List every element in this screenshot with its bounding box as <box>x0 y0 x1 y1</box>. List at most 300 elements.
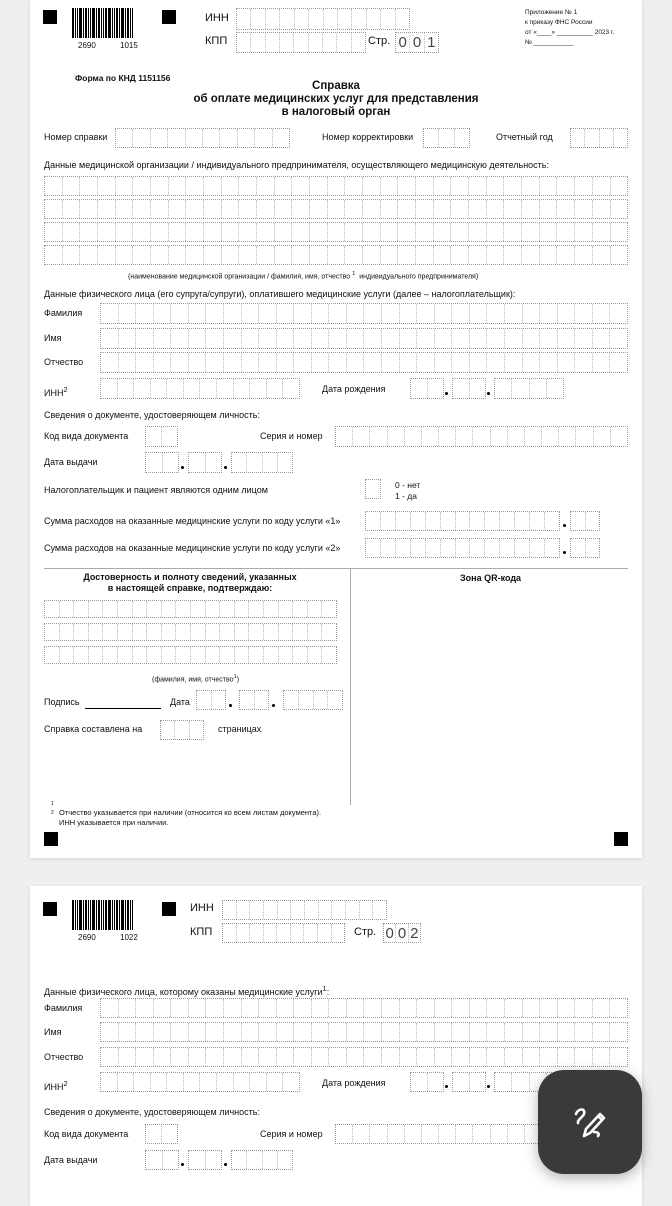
cell[interactable] <box>217 379 234 398</box>
cell[interactable] <box>257 177 275 195</box>
cell[interactable] <box>504 177 522 195</box>
cell[interactable] <box>133 223 151 241</box>
cell[interactable] <box>162 647 177 663</box>
cell[interactable] <box>593 329 611 348</box>
cell[interactable] <box>239 177 257 195</box>
cell[interactable] <box>505 999 523 1017</box>
cell[interactable] <box>435 999 453 1017</box>
cell[interactable] <box>45 601 60 617</box>
cell[interactable] <box>487 329 505 348</box>
cell[interactable] <box>103 624 118 640</box>
cell[interactable] <box>247 453 262 472</box>
cell[interactable] <box>540 246 558 264</box>
cell[interactable] <box>470 304 488 323</box>
cell[interactable] <box>396 9 409 29</box>
cell[interactable] <box>453 379 470 398</box>
cell[interactable] <box>162 624 177 640</box>
cell[interactable] <box>310 246 328 264</box>
cell[interactable] <box>295 9 309 29</box>
cell[interactable] <box>593 177 611 195</box>
cell[interactable] <box>292 246 310 264</box>
cell[interactable] <box>171 329 189 348</box>
cell[interactable] <box>370 1125 387 1143</box>
cell[interactable] <box>593 246 611 264</box>
cell[interactable] <box>189 999 207 1017</box>
cell[interactable] <box>136 999 154 1017</box>
birth-month-field[interactable] <box>452 378 486 399</box>
cell[interactable] <box>542 427 559 446</box>
name-field[interactable] <box>100 328 628 349</box>
cell[interactable] <box>366 539 381 557</box>
cell[interactable] <box>400 1048 418 1066</box>
cell[interactable] <box>212 691 226 709</box>
cell[interactable] <box>469 246 487 264</box>
cell[interactable] <box>154 304 172 323</box>
cell[interactable] <box>353 427 370 446</box>
cell[interactable] <box>363 246 381 264</box>
cell[interactable] <box>147 624 162 640</box>
cell[interactable] <box>204 246 222 264</box>
cell[interactable] <box>396 539 411 557</box>
cell[interactable] <box>283 1073 299 1091</box>
cell[interactable] <box>305 901 319 919</box>
cell[interactable] <box>505 329 523 348</box>
cell[interactable] <box>310 223 328 241</box>
doc-code-field[interactable] <box>145 1124 178 1144</box>
cell[interactable] <box>453 1073 470 1091</box>
cell[interactable] <box>558 1048 576 1066</box>
cell[interactable] <box>610 1048 627 1066</box>
cell[interactable] <box>206 647 221 663</box>
cell[interactable] <box>191 601 206 617</box>
cell[interactable] <box>242 999 260 1017</box>
cell[interactable] <box>540 200 558 218</box>
issue-day-field[interactable] <box>145 1150 179 1170</box>
cell[interactable] <box>277 304 295 323</box>
cell[interactable] <box>593 1048 611 1066</box>
cell[interactable] <box>396 512 411 530</box>
cell[interactable] <box>255 129 272 147</box>
cell[interactable] <box>470 999 488 1017</box>
cell[interactable] <box>470 1073 486 1091</box>
cell[interactable] <box>45 647 60 663</box>
cell[interactable] <box>352 33 365 52</box>
cell[interactable] <box>186 246 204 264</box>
cell[interactable] <box>119 1048 137 1066</box>
cell[interactable] <box>557 177 575 195</box>
cell[interactable] <box>242 304 260 323</box>
surname-field[interactable] <box>100 998 628 1018</box>
cell[interactable] <box>575 304 593 323</box>
cell[interactable] <box>452 1048 470 1066</box>
cell[interactable] <box>63 246 81 264</box>
cell[interactable] <box>101 353 119 372</box>
cell[interactable] <box>411 379 428 398</box>
cell[interactable] <box>540 353 558 372</box>
cell[interactable] <box>345 177 363 195</box>
cell[interactable] <box>540 999 558 1017</box>
cell[interactable] <box>411 1073 428 1091</box>
cell[interactable] <box>237 924 251 942</box>
sign-month-field[interactable] <box>239 690 269 710</box>
cell[interactable] <box>515 512 530 530</box>
cell[interactable] <box>118 624 133 640</box>
cell[interactable] <box>600 129 614 147</box>
cell[interactable] <box>345 223 363 241</box>
cell[interactable] <box>291 901 305 919</box>
cell[interactable] <box>275 246 293 264</box>
cell[interactable] <box>169 200 187 218</box>
cell[interactable] <box>154 999 172 1017</box>
cell[interactable] <box>220 647 235 663</box>
cell[interactable] <box>169 223 187 241</box>
cell[interactable] <box>249 647 264 663</box>
cell[interactable] <box>487 1048 505 1066</box>
cell[interactable] <box>154 353 172 372</box>
cell[interactable] <box>405 427 422 446</box>
cell[interactable] <box>116 246 134 264</box>
payer-inn-field[interactable] <box>100 378 300 399</box>
cell[interactable] <box>575 353 593 372</box>
cell[interactable] <box>45 223 63 241</box>
cell[interactable] <box>441 539 456 557</box>
sum2-rubles-field[interactable] <box>365 538 560 558</box>
cell[interactable] <box>312 329 330 348</box>
cell[interactable] <box>171 1048 189 1066</box>
org-name-row[interactable] <box>44 176 628 196</box>
cell[interactable] <box>312 304 330 323</box>
cell[interactable] <box>101 999 119 1017</box>
cell[interactable] <box>275 223 293 241</box>
cell[interactable] <box>328 223 346 241</box>
cell[interactable] <box>470 1048 488 1066</box>
cell[interactable] <box>523 1048 541 1066</box>
cell[interactable] <box>74 624 89 640</box>
patronymic-field[interactable] <box>100 1047 628 1067</box>
cell[interactable] <box>101 1073 118 1091</box>
cell[interactable] <box>593 304 611 323</box>
cell[interactable] <box>279 624 294 640</box>
cell[interactable] <box>224 304 242 323</box>
cell[interactable] <box>163 453 179 472</box>
cell[interactable] <box>191 647 206 663</box>
cell[interactable] <box>435 353 453 372</box>
cell[interactable] <box>45 200 63 218</box>
cell[interactable] <box>203 129 220 147</box>
cell[interactable] <box>522 246 540 264</box>
cell[interactable] <box>451 223 469 241</box>
cell[interactable] <box>611 200 628 218</box>
cell[interactable] <box>45 624 60 640</box>
cell[interactable] <box>264 647 279 663</box>
cell[interactable] <box>257 246 275 264</box>
cell[interactable] <box>186 223 204 241</box>
cell[interactable] <box>119 1023 137 1041</box>
cell[interactable] <box>610 329 627 348</box>
cell[interactable] <box>522 223 540 241</box>
cell[interactable] <box>558 329 576 348</box>
cell[interactable] <box>435 304 453 323</box>
cell[interactable] <box>575 999 593 1017</box>
cell[interactable] <box>452 353 470 372</box>
issue-day-field[interactable] <box>145 452 179 473</box>
cell[interactable] <box>133 200 151 218</box>
cell[interactable] <box>452 304 470 323</box>
cell[interactable] <box>364 353 382 372</box>
cell[interactable] <box>133 246 151 264</box>
cell[interactable] <box>487 304 505 323</box>
cell[interactable] <box>310 200 328 218</box>
sum1-rubles-field[interactable] <box>365 511 560 531</box>
surname-field[interactable] <box>100 303 628 324</box>
cell[interactable] <box>240 691 255 709</box>
cell[interactable] <box>119 304 137 323</box>
cell[interactable] <box>329 329 347 348</box>
cell[interactable] <box>422 427 439 446</box>
cell[interactable] <box>259 353 277 372</box>
cell[interactable] <box>223 901 237 919</box>
cell[interactable] <box>242 329 260 348</box>
cell[interactable] <box>364 1023 382 1041</box>
cell[interactable] <box>329 1048 347 1066</box>
cell[interactable] <box>522 177 540 195</box>
patient-inn-field[interactable] <box>100 1072 300 1092</box>
org-name-row[interactable] <box>44 199 628 219</box>
cell[interactable] <box>451 246 469 264</box>
cell[interactable] <box>575 177 593 195</box>
cell[interactable] <box>322 601 336 617</box>
cell[interactable] <box>136 1048 154 1066</box>
cell[interactable] <box>264 901 278 919</box>
cell[interactable] <box>133 129 150 147</box>
cell[interactable] <box>247 1151 262 1169</box>
cell[interactable] <box>224 329 242 348</box>
cell[interactable] <box>347 304 365 323</box>
cell[interactable] <box>206 601 221 617</box>
cell[interactable] <box>434 177 452 195</box>
series-number-field[interactable] <box>335 426 628 447</box>
cell[interactable] <box>347 353 365 372</box>
cell[interactable] <box>547 379 563 398</box>
cell[interactable] <box>136 353 154 372</box>
cell[interactable] <box>118 379 135 398</box>
cell[interactable] <box>329 304 347 323</box>
cell[interactable] <box>611 427 627 446</box>
cell[interactable] <box>557 200 575 218</box>
same-person-field[interactable] <box>365 479 381 499</box>
cell[interactable] <box>255 691 269 709</box>
cell[interactable] <box>308 624 323 640</box>
cell[interactable] <box>398 223 416 241</box>
signer-name-row[interactable] <box>44 623 337 641</box>
cell[interactable] <box>523 1023 541 1041</box>
cell[interactable] <box>222 246 240 264</box>
cell[interactable] <box>345 246 363 264</box>
cell[interactable] <box>439 427 456 446</box>
cell[interactable] <box>470 539 485 557</box>
cell[interactable] <box>456 512 471 530</box>
issue-month-field[interactable] <box>188 1150 222 1170</box>
cell[interactable] <box>473 427 490 446</box>
cell[interactable] <box>512 379 529 398</box>
cell[interactable] <box>336 427 353 446</box>
cell[interactable] <box>249 601 264 617</box>
cell[interactable] <box>545 539 559 557</box>
cell[interactable] <box>176 601 191 617</box>
cell[interactable] <box>278 901 292 919</box>
cell[interactable] <box>278 453 292 472</box>
cell[interactable] <box>405 1125 422 1143</box>
cell[interactable] <box>500 539 515 557</box>
cell[interactable] <box>279 601 294 617</box>
cell[interactable] <box>455 129 469 147</box>
cell[interactable] <box>593 223 611 241</box>
cell[interactable] <box>557 223 575 241</box>
cell[interactable] <box>456 539 471 557</box>
cell[interactable] <box>416 246 434 264</box>
cell[interactable] <box>206 304 224 323</box>
signer-name-row[interactable] <box>44 600 337 618</box>
cell[interactable] <box>98 200 116 218</box>
cell[interactable] <box>224 1023 242 1041</box>
cell[interactable] <box>469 223 487 241</box>
cell[interactable] <box>470 329 488 348</box>
cell[interactable] <box>232 453 247 472</box>
cell[interactable] <box>103 647 118 663</box>
cell[interactable] <box>347 1048 365 1066</box>
cell[interactable] <box>259 304 277 323</box>
cell[interactable] <box>336 1125 353 1143</box>
cell[interactable] <box>151 1073 168 1091</box>
cell[interactable] <box>346 901 360 919</box>
cell[interactable] <box>487 353 505 372</box>
cell[interactable] <box>239 200 257 218</box>
cell[interactable] <box>328 691 342 709</box>
cell[interactable] <box>347 999 365 1017</box>
cell[interactable] <box>398 177 416 195</box>
cell[interactable] <box>456 1125 473 1143</box>
cell[interactable] <box>571 539 586 557</box>
cell[interactable] <box>558 304 576 323</box>
cell[interactable] <box>294 1023 312 1041</box>
cell[interactable] <box>224 1048 242 1066</box>
cell[interactable] <box>332 924 345 942</box>
cell[interactable] <box>367 9 381 29</box>
cell[interactable] <box>559 427 576 446</box>
cell[interactable] <box>119 329 137 348</box>
cell[interactable] <box>146 427 162 446</box>
cell[interactable] <box>439 129 454 147</box>
cell[interactable] <box>329 353 347 372</box>
cell[interactable] <box>364 304 382 323</box>
cell[interactable] <box>417 353 435 372</box>
cell[interactable] <box>416 200 434 218</box>
cell[interactable] <box>222 223 240 241</box>
doc-code-field[interactable] <box>145 426 178 447</box>
cell[interactable] <box>234 379 251 398</box>
cell[interactable] <box>487 223 505 241</box>
cell[interactable] <box>98 246 116 264</box>
cell[interactable] <box>308 647 323 663</box>
cell[interactable] <box>176 647 191 663</box>
cell[interactable] <box>400 999 418 1017</box>
name-field[interactable] <box>100 1022 628 1042</box>
inn-field[interactable] <box>236 8 410 30</box>
cell[interactable] <box>204 177 222 195</box>
issue-month-field[interactable] <box>188 452 222 473</box>
cell[interactable] <box>373 901 386 919</box>
cell[interactable] <box>381 539 396 557</box>
issue-year-field[interactable] <box>231 452 293 473</box>
birth-day-field[interactable] <box>410 1072 444 1092</box>
cell[interactable] <box>237 901 251 919</box>
cell[interactable] <box>204 200 222 218</box>
cell[interactable] <box>116 177 134 195</box>
cell[interactable] <box>206 624 221 640</box>
cell[interactable] <box>400 1023 418 1041</box>
cell[interactable] <box>235 647 250 663</box>
cell[interactable] <box>206 1023 224 1041</box>
cell[interactable] <box>63 223 81 241</box>
cell[interactable] <box>267 1073 284 1091</box>
cell[interactable] <box>417 999 435 1017</box>
correction-number-field[interactable] <box>423 128 470 148</box>
cell[interactable] <box>318 924 332 942</box>
cell[interactable] <box>89 647 104 663</box>
cell[interactable] <box>206 999 224 1017</box>
cell[interactable] <box>60 624 75 640</box>
cell[interactable] <box>242 1048 260 1066</box>
cell[interactable] <box>428 379 444 398</box>
cell[interactable] <box>487 999 505 1017</box>
cell[interactable] <box>294 353 312 372</box>
cell[interactable] <box>275 200 293 218</box>
cell[interactable] <box>63 177 81 195</box>
cell[interactable] <box>322 647 336 663</box>
cell[interactable] <box>337 33 351 52</box>
cell[interactable] <box>189 353 207 372</box>
cell[interactable] <box>400 329 418 348</box>
cell[interactable] <box>167 379 184 398</box>
cell[interactable] <box>146 1125 162 1143</box>
cell[interactable] <box>277 924 291 942</box>
cell[interactable] <box>80 177 98 195</box>
cell[interactable] <box>576 427 593 446</box>
cell[interactable] <box>398 246 416 264</box>
cell[interactable] <box>293 601 308 617</box>
cell[interactable] <box>200 1073 217 1091</box>
cell[interactable] <box>146 1151 163 1169</box>
report-year-field[interactable] <box>570 128 628 148</box>
cell[interactable] <box>291 924 305 942</box>
cell[interactable] <box>557 246 575 264</box>
cell[interactable] <box>163 1151 179 1169</box>
cell[interactable] <box>263 453 278 472</box>
cell[interactable] <box>328 246 346 264</box>
cell[interactable] <box>80 223 98 241</box>
cell[interactable] <box>523 999 541 1017</box>
cell[interactable] <box>504 200 522 218</box>
cell[interactable] <box>435 1023 453 1041</box>
cell[interactable] <box>416 223 434 241</box>
cell[interactable] <box>381 177 399 195</box>
cell[interactable] <box>485 539 500 557</box>
sign-document-button[interactable] <box>538 1070 642 1174</box>
cell[interactable] <box>382 1023 400 1041</box>
cell[interactable] <box>523 304 541 323</box>
cell[interactable] <box>491 1125 508 1143</box>
cell[interactable] <box>224 353 242 372</box>
